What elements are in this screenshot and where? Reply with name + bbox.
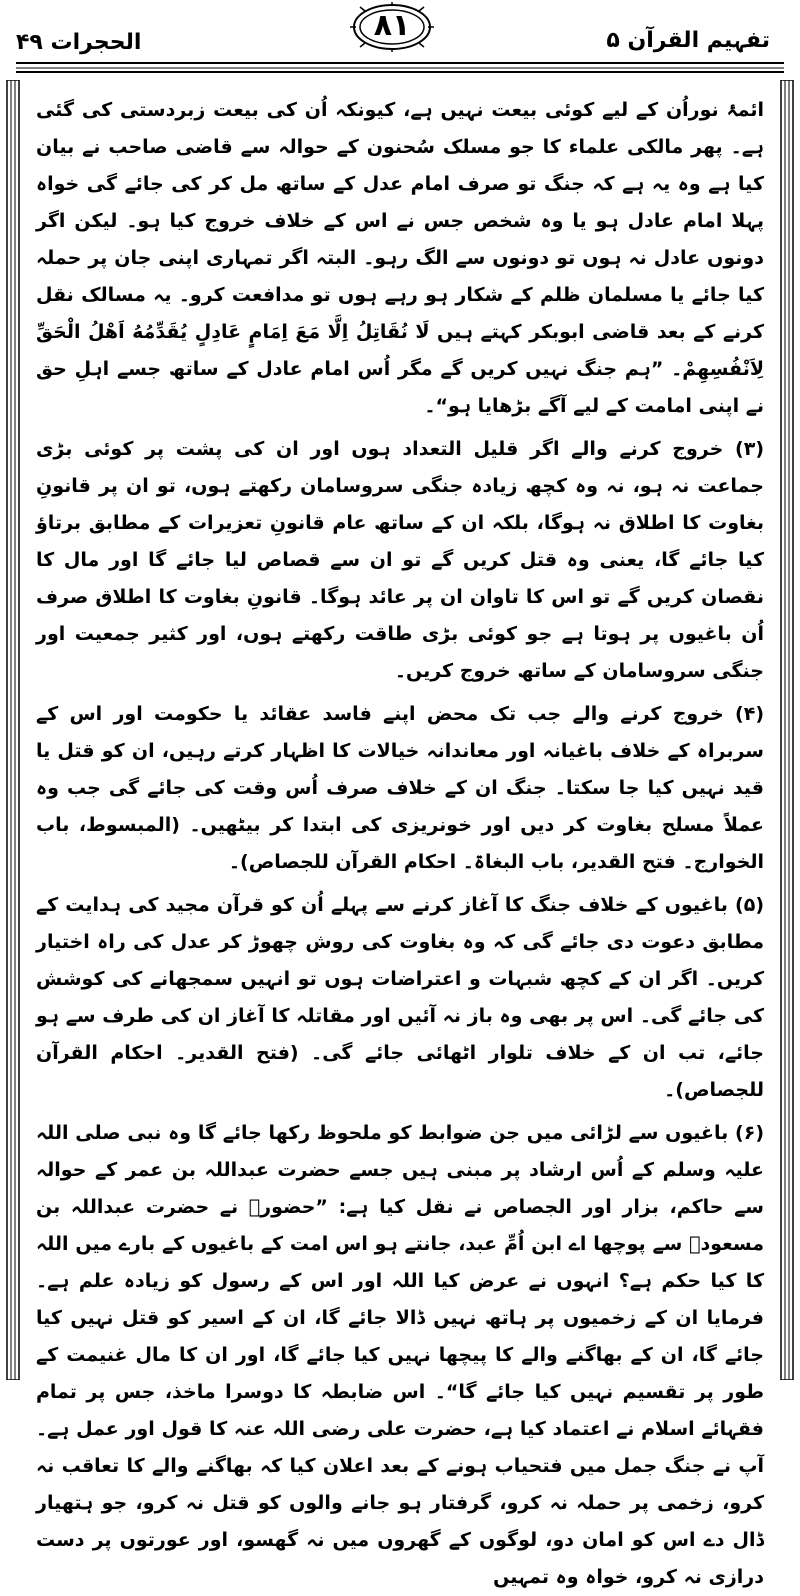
page-number: ۸۱ <box>373 8 411 43</box>
border-left-column-icon <box>6 80 20 1380</box>
paragraph-4: (۴) خروج کرنے والے جب تک محض اپنے فاسد عقائد یا حکومت اور اس کے سربراہ کے خلاف باغیانہ اور معاندانہ خیالات کا اظہار کرتے رہیں، ان کو قتل یا قید نہیں کیا جا سکتا۔ جنگ ان کے خلاف صرف اُس وقت کی جائے گی جب وہ عملاً مسلح بغاوت کر دیں اور خونریزی کی ابتدا کر بیٹھیں۔ (المبسوط، باب الخوارج۔ فتح القدیر، باب البغاۃ۔ احکام القرآن للجصاص)۔ <box>36 703 764 873</box>
border-right-column-icon <box>780 80 794 1380</box>
page-number-ornament <box>350 2 434 50</box>
book-title: تفہیم القرآن ۵ <box>606 28 770 53</box>
body-text <box>36 92 764 1588</box>
paragraph-6: (۶) باغیوں سے لڑائی میں جن ضوابط کو ملحوظ رکھا جائے گا وہ نبی صلی اللہ علیہ وسلم کے اُس ارشاد پر مبنی ہیں جسے حضرت عبداللہ بن عمر کے حوالہ سے حاکم، بزار اور الجصاص نے نقل کیا ہے: ”حضورؐ نے حضرت عبداللہ بن مسعودؓ سے پوچھا اے ابن اُمِّ عبد، جانتے ہو اس امت کے باغیوں کے بارے میں اللہ کا کیا حکم ہے؟ انہوں نے عرض کیا اللہ اور اس کے رسول کو زیادہ علم ہے۔ فرمایا ان کے زخمیوں پر ہاتھ نہیں ڈالا جائے گا، ان کے اسیر کو قتل نہیں کیا جائے گا، ان کے بھاگنے والے کا پیچھا نہیں کیا جائے گا، اور ان کا مال غنیمت کے طور پر تقسیم نہیں کیا جائے گا“۔ اس ضابطہ کا دوسرا ماخذ، جس پر تمام فقہائے اسلام نے اعتماد کیا ہے، حضرت علی رضی اللہ عنہ کا قول اور عمل ہے۔ آپ نے جنگ جمل میں فتحیاب ہونے کے بعد اعلان کیا کہ بھاگنے والے کا تعاقب نہ کرو، زخمی پر حملہ نہ کرو، گرفتار ہو جانے والوں کو قتل نہ کرو، جو ہتھیار ڈال دے اس کو امان دو، لوگوں کے گھروں میں نہ گھسو، اور عورتوں پر دست درازی نہ کرو، خواہ وہ تمہیں <box>36 1122 764 1588</box>
border-top-ornament-icon <box>16 60 784 74</box>
page-header <box>0 0 800 62</box>
surah-title: الحجرات ۴۹ <box>16 30 142 55</box>
paragraph-3: (۳) خروج کرنے والے اگر قلیل التعداد ہوں اور ان کی پشت پر کوئی بڑی جماعت نہ ہو، نہ وہ کچھ زیادہ جنگی سروسامان رکھتے ہوں، تو ان پر قانونِ بغاوت کا اطلاق نہ ہوگا، بلکہ ان کے ساتھ عام قانونِ تعزیرات کے مطابق برتاؤ کیا جائے گا، یعنی وہ قتل کریں گے تو ان سے قصاص لیا جائے گا اور مال کا نقصان کریں گے تو اس کا تاوان ان پر عائد ہوگا۔ قانونِ بغاوت کا اطلاق صرف اُن باغیوں پر ہوتا ہے جو کوئی بڑی طاقت رکھتے ہوں، اور کثیر جمعیت اور جنگی سروسامان کے ساتھ خروج کریں۔ <box>36 438 764 682</box>
paragraph-continuation: ائمۂ نوراُن کے لیے کوئی بیعت نہیں ہے، کیونکہ اُن کی بیعت زبردستی کی گئی ہے۔ پھر مالکی علماء کا جو مسلک سُحنون کے حوالہ سے قاضی صاحب نے بیان کیا ہے وہ یہ ہے کہ جنگ تو صرف امام عدل کے ساتھ مل کر کی جائے گی خواہ پہلا امام عادل ہو یا وہ شخص جس نے اس کے خلاف خروج کیا ہو۔ لیکن اگر دونوں عادل نہ ہوں تو دونوں سے الگ رہو۔ البتہ اگر تمہاری اپنی جان پر حملہ کیا جائے یا مسلمان ظلم کے شکار ہو رہے ہوں تو مدافعت کرو۔ یہ مسالک نقل کرنے کے بعد قاضی ابوبکر کہتے ہیں لَا نُقَاتِلُ اِلَّا مَعَ اِمَامٍ عَادِلٍ يُقَدِّمُهُ اَهْلُ الْحَقِّ لِاَنْفُسِهِمْ۔ ”ہم جنگ نہیں کریں گے مگر اُس امام عادل کے ساتھ جسے اہلِ حق نے اپنی امامت کے لیے آگے بڑھایا ہو“۔ <box>36 99 764 417</box>
paragraph-5: (۵) باغیوں کے خلاف جنگ کا آغاز کرنے سے پہلے اُن کو قرآن مجید کی ہدایت کے مطابق دعوت دی جائے گی کہ وہ بغاوت کی روش چھوڑ کر عدل کی راہ اختیار کریں۔ اگر ان کے کچھ شبہات و اعتراضات ہوں تو انہیں سمجھانے کی کوشش کی جائے گی۔ اس پر بھی وہ باز نہ آئیں اور مقاتلہ کا آغاز ان کی طرف سے ہو جائے، تب ان کے خلاف تلوار اٹھائی جائے گی۔ (فتح القدیر۔ احکام القرآن للجصاص)۔ <box>36 894 764 1101</box>
